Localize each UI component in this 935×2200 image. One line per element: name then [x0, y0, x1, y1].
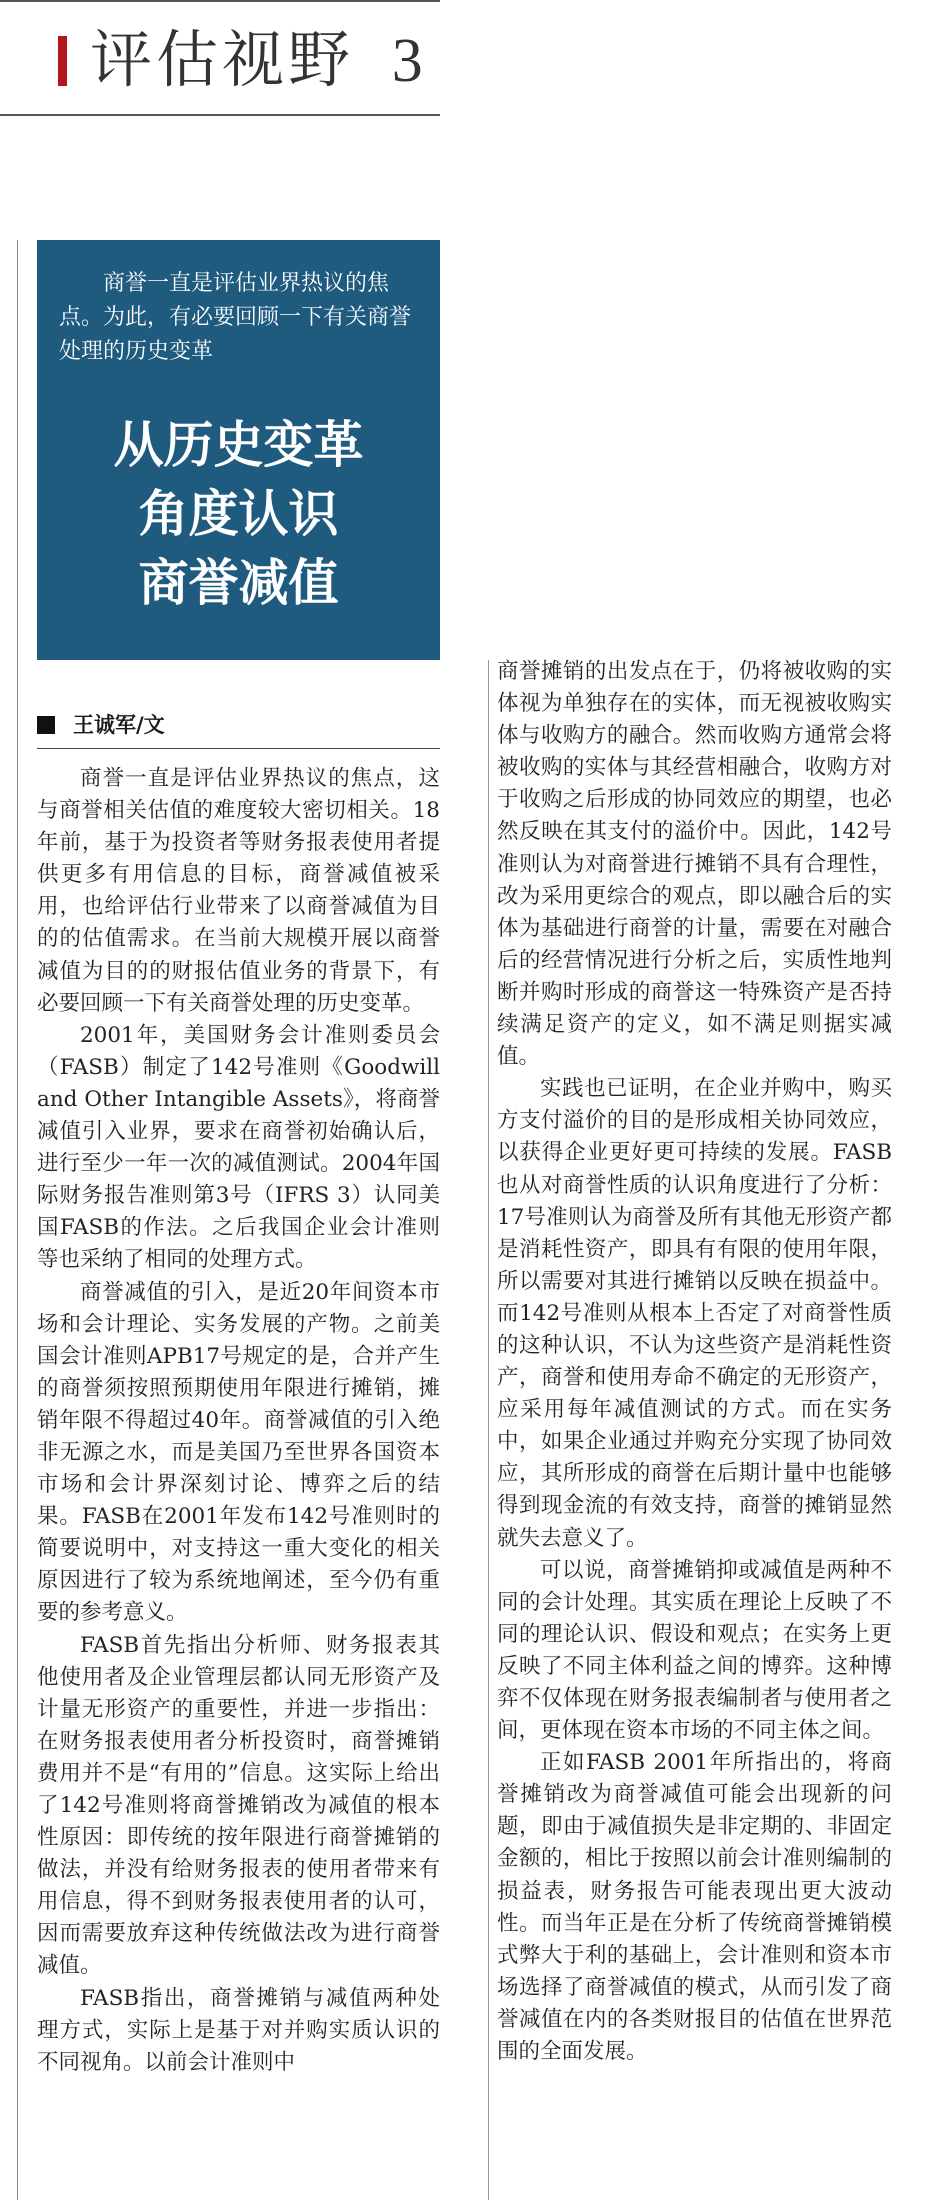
article-paragraph: FASB指出，商誉摊销与减值两种处理方式，实际上是基于对并购实质认识的不同视角。以前会计准则中: [37, 1985, 440, 2075]
article-paragraph: 实践也已证明，在企业并购中，购买方支付溢价的目的是形成相关协同效应，以获得企业更好更可持续的发展。FASB也从对商誉性质的认识角度进行了分析：17号准则认为商誉及所有其他无形资产都是消耗性资产，即具有有限的使用年限，所以需要对其进行摊销以反映在损益中。而142号准则从根本上否定了对商誉性质的这种认识，不认为这些资产是消耗性资产，商誉和使用寿命不确定的无形资产，应采用每年减值测试的方式。而在实务中，如果企业通过并购充分实现了协同效应，其所形成的商誉在后期计量中也能够得到现金流的有效支持，商誉的摊销显然就失去意义了。: [497, 1076, 892, 1551]
section-header: [0, 0, 440, 118]
page-number: 3: [391, 27, 427, 95]
headline-line: 从历史变革: [113, 415, 364, 474]
section-title-text: 评估视野: [90, 23, 355, 96]
article-paragraph: 可以说，商誉摊销抑或减值是两种不同的会计处理。其实质在理论上反映了不同的理论认识、假设和观点；在实务上更反映了不同主体利益之间的博弈。这种博弈不仅体现在财务报表编制者与使用者之间，更体现在资本市场的不同主体之间。: [497, 1557, 892, 1744]
left-margin-rule: [17, 240, 18, 2200]
byline-square-icon: [37, 716, 55, 734]
section-title: [90, 20, 427, 101]
byline-rule: [37, 748, 440, 749]
headline: [37, 410, 440, 617]
article-paragraph: FASB首先指出分析师、财务报表其他使用者及企业管理层都认同无形资产及计量无形资产的重要性，并进一步指出：在财务报表使用者分析投资时，商誉摊销费用并不是“有用的”信息。这实际上给出了142号准则将商誉摊销改为减值的根本性原因：即传统的按年限进行商誉摊销的做法，并没有给财务报表的使用者带来有用信息，得不到财务报表使用者的认可，因而需要放弃这种传统做法改为进行商誉减值。: [37, 1632, 440, 1979]
article-paragraph: 2001年，美国财务会计准则委员会（FASB）制定了142号准则《Goodwill and Other Intangible Assets》，将商誉减值引入业界，要求在商誉初始确认后，进行至少一年一次的减值测试。2004年国际财务报告准则第3号（IFRS 3）认同美国FASB的作法。之后我国企业会计准则等也采纳了相同的处理方式。: [37, 1022, 440, 1273]
byline: [37, 710, 440, 740]
article-paragraph: 商誉摊销的出发点在于，仍将被收购的实体视为单独存在的实体，而无视被收购实体与收购方的融合。然而收购方通常会将被收购的实体与其经营相融合，收购方对于收购之后形成的协同效应的期望，也必然反映在其支付的溢价中。因此，142号准则认为对商誉进行摊销不具有合理性，改为采用更综合的观点，即以融合后的实体为基础进行商誉的计量，需要在对融合后的经营情况进行分析之后，实质性地判断并购时形成的商誉这一特殊资产是否持续满足资产的定义，如不满足则据实减值。: [497, 659, 892, 1070]
lede-box: [37, 240, 440, 660]
header-bottom-rule: [0, 114, 440, 116]
article-paragraph: 正如FASB 2001年所指出的，将商誉摊销改为商誉减值可能会出现新的问题，即由于减值损失是非定期的、非固定金额的，相比于按照以前会计准则编制的损益表，财务报告可能表现出更大波动性。而当年正是在分析了传统商誉摊销模式弊大于利的基础上，会计准则和资本市场选择了商誉减值的模式，从而引发了商誉减值在内的各类财报目的估值在世界范围的全面发展。: [497, 1750, 892, 2065]
lede-text: 商誉一直是评估业界热议的焦点。为此，有必要回顾一下有关商誉处理的历史变革: [59, 271, 412, 364]
header-top-rule: [0, 0, 440, 2]
author-name: 王诚军/文: [73, 713, 165, 737]
section-marker: [58, 36, 67, 86]
article-paragraph: 商誉一直是评估业界热议的焦点，这与商誉相关估值的难度较大密切相关。18年前，基于为投资者等财务报表使用者提供更多有用信息的目标，商誉减值被采用，也给评估行业带来了以商誉减值为目的的估值需求。在当前大规模开展以商誉减值为目的的财报估值业务的背景下，有必要回顾一下有关商誉处理的历史变革。: [37, 766, 440, 1016]
column-divider: [488, 660, 489, 2200]
article-column-left: [37, 763, 440, 2079]
article-column-right: [497, 656, 892, 2068]
headline-line: 商誉减值: [138, 553, 339, 612]
headline-line: 角度认识: [138, 484, 339, 543]
article-paragraph: 商誉减值的引入，是近20年间资本市场和会计理论、实务发展的产物。之前美国会计准则APB17号规定的是，合并产生的商誉须按照预期使用年限进行摊销，摊销年限不得超过40年。商誉减值的引入绝非无源之水，而是美国乃至世界各国资本市场和会计界深刻讨论、博弈之后的结果。FASB在2001年发布142号准则时的简要说明中，对支持这一重大变化的相关原因进行了较为系统地阐述，至今仍有重要的参考意义。: [37, 1279, 440, 1626]
